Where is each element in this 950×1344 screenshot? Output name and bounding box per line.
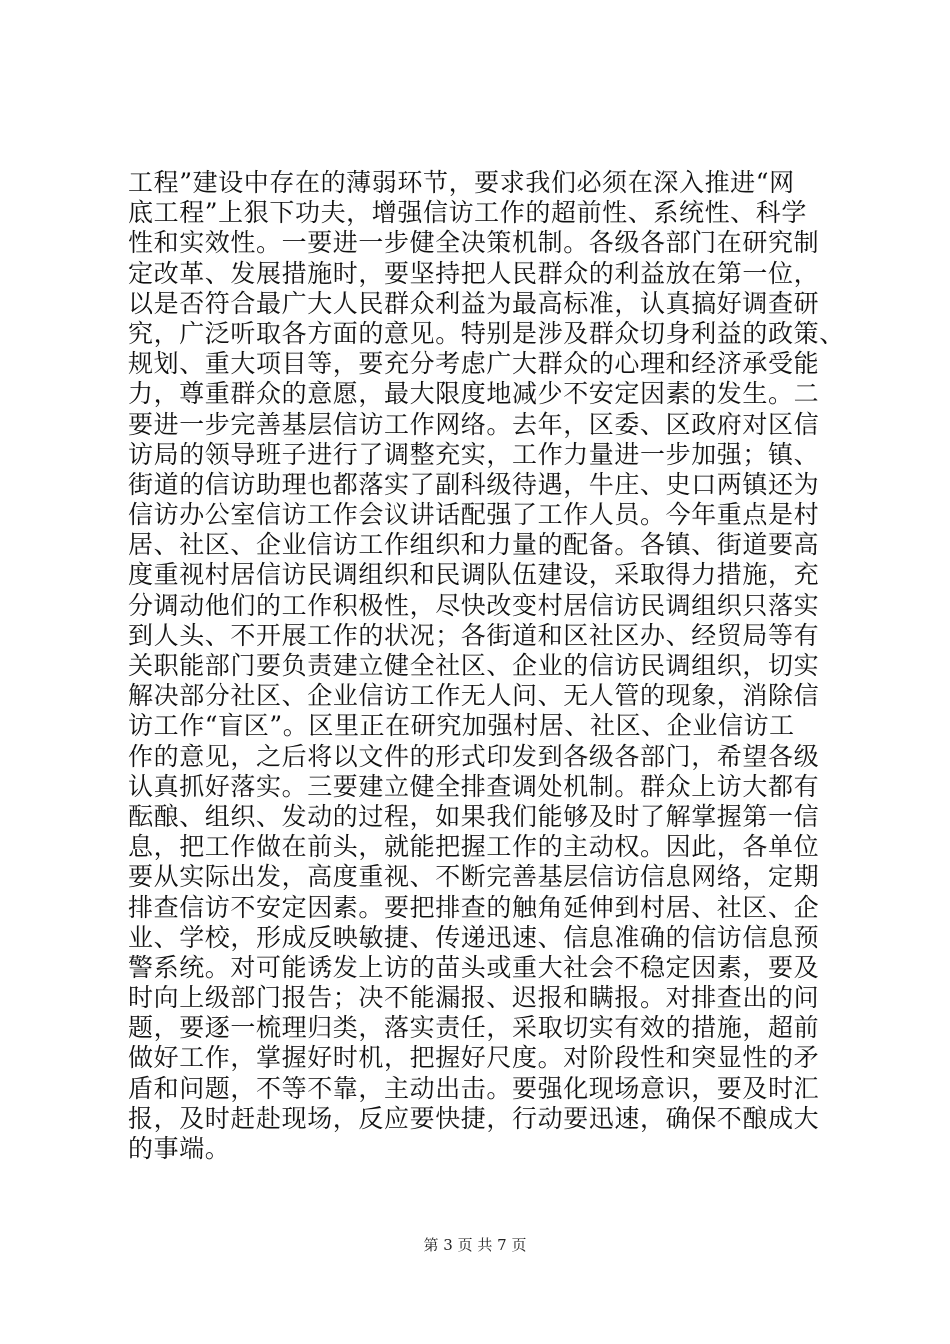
text-line: 访工作“盲区”。区里正在研究加强村居、社区、企业信访工 [128, 711, 795, 741]
text-line: 要从实际出发，高度重视、不断完善基层信访信息网络，定期 [128, 862, 820, 892]
text-line: 规划、重大项目等，要充分考虑广大群众的心理和经济承受能 [128, 349, 820, 379]
text-line: 报，及时赶赴现场，反应要快捷，行动要迅速，确保不酿成大 [128, 1103, 820, 1133]
text-line: 度重视村居信访民调组织和民调队伍建设，采取得力措施，充 [128, 560, 820, 590]
text-line: 的事端。 [128, 1134, 231, 1163]
text-line: 到人头、不开展工作的状况；各街道和区社区办、经贸局等有 [128, 620, 820, 650]
page-number-footer: 第 3 页 共 7 页 [423, 1236, 527, 1254]
text-line: 性和实效性。一要进一步健全决策机制。各级各部门在研究制 [128, 228, 820, 258]
text-line: 信访办公室信访工作会议讲话配强了工作人员。今年重点是村 [128, 500, 820, 530]
text-line: 息，把工作做在前头，就能把握工作的主动权。因此，各单位 [128, 832, 820, 862]
text-line: 警系统。对可能诱发上访的苗头或重大社会不稳定因素，要及 [128, 952, 820, 982]
text-line: 酝酿、组织、发动的过程，如果我们能够及时了解掌握第一信 [128, 801, 820, 831]
text-line: 定改革、发展措施时，要坚持把人民群众的利益放在第一位， [128, 258, 820, 288]
text-line: 排查信访不安定因素。要把排查的触角延伸到村居、社区、企 [128, 892, 820, 922]
text-line: 作的意见，之后将以文件的形式印发到各级各部门，希望各级 [128, 741, 820, 771]
text-line: 认真抓好落实。三要建立健全排查调处机制。群众上访大都有 [128, 771, 820, 801]
text-line: 要进一步完善基层信访工作网络。去年，区委、区政府对区信 [128, 409, 820, 439]
text-line: 解决部分社区、企业信访工作无人问、无人管的现象，消除信 [128, 681, 820, 711]
text-line: 时向上级部门报告；决不能漏报、迟报和瞒报。对排查出的问 [128, 983, 820, 1013]
text-line: 题，要逐一梳理归类，落实责任，采取切实有效的措施，超前 [128, 1013, 820, 1043]
text-line: 分调动他们的工作积极性，尽快改变村居信访民调组织只落实 [128, 590, 820, 620]
text-line: 力，尊重群众的意愿，最大限度地减少不安定因素的发生。二 [128, 379, 820, 409]
text-line: 究，广泛听取各方面的意见。特别是涉及群众切身利益的政策、 [128, 318, 845, 348]
text-line: 业、学校，形成反映敏捷、传递迅速、信息准确的信访信息预 [128, 922, 820, 952]
text-line: 做好工作，掌握好时机，把握好尺度。对阶段性和突显性的矛 [128, 1043, 820, 1073]
body-paragraph [128, 168, 848, 1164]
text-line: 底工程”上狠下功夫，增强信访工作的超前性、系统性、科学 [128, 198, 807, 228]
text-line: 盾和问题，不等不靠，主动出击。要强化现场意识，要及时汇 [128, 1073, 820, 1103]
text-line: 街道的信访助理也都落实了副科级待遇，牛庄、史口两镇还为 [128, 469, 820, 499]
text-line: 以是否符合最广大人民群众利益为最高标准，认真搞好调查研 [128, 288, 820, 318]
text-line: 居、社区、企业信访工作组织和力量的配备。各镇、街道要高 [128, 530, 820, 560]
text-line: 关职能部门要负责建立健全社区、企业的信访民调组织，切实 [128, 651, 820, 680]
text-line: 工程”建设中存在的薄弱环节，要求我们必须在深入推进“网 [128, 168, 795, 197]
text-line: 访局的领导班子进行了调整充实，工作力量进一步加强；镇、 [128, 439, 820, 469]
